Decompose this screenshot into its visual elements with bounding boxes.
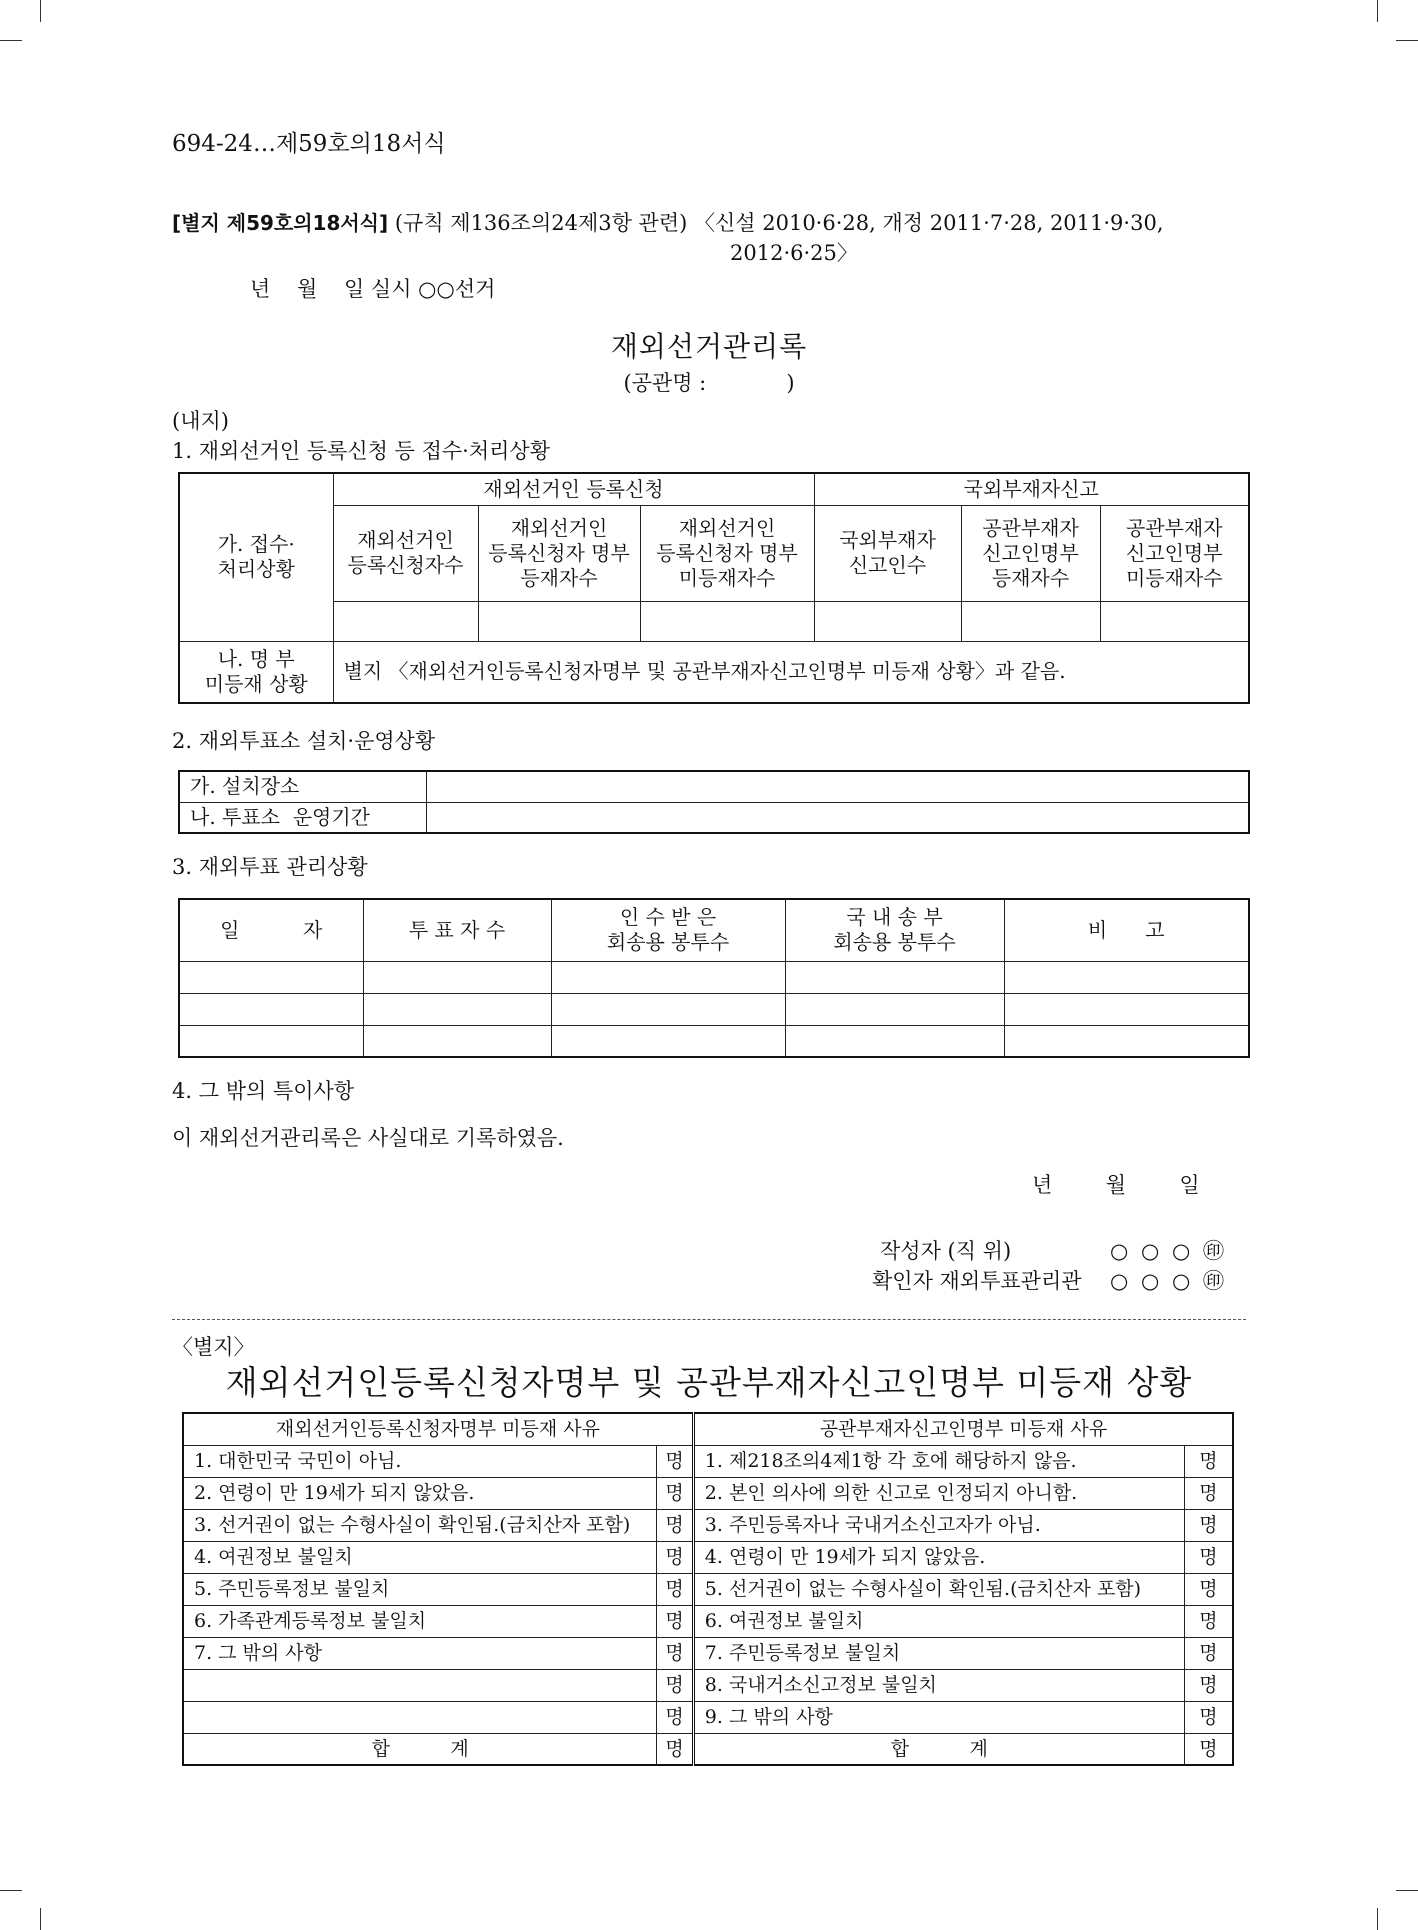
col-absentee-registered: 공관부재자 신고인명부 등재자수 <box>961 505 1100 601</box>
right-reason-item: 9. 그 밖의 사항 <box>693 1701 1184 1733</box>
right-reason-item: 4. 연령이 만 19세가 되지 않았음. <box>693 1541 1184 1573</box>
receipt-status-label: 가. 접수· 처리상황 <box>179 473 333 641</box>
operation-period-value[interactable] <box>426 802 1249 833</box>
operation-period-label: 나. 투표소 운영기간 <box>179 802 426 833</box>
inner-label: (내지) <box>172 409 229 433</box>
unit-label: 명 <box>657 1669 693 1701</box>
section3-heading: 3. 재외투표 관리상황 <box>172 855 368 879</box>
right-reason-item: 1. 제218조의4제1항 각 호에 해당하지 않음. <box>693 1445 1184 1477</box>
crop-mark <box>1377 0 1378 22</box>
right-reason-item: 3. 주민등록자나 국내거소신고자가 아님. <box>693 1509 1184 1541</box>
verifier-label: 확인자 재외투표관리관 <box>872 1269 1082 1293</box>
unit-label: 명 <box>657 1605 693 1637</box>
unit-label: 명 <box>657 1637 693 1669</box>
right-reason-item: 7. 주민등록정보 불일치 <box>693 1637 1184 1669</box>
left-reason-item: 2. 연령이 만 19세가 되지 않았음. <box>183 1477 657 1509</box>
unit-label: 명 <box>657 1733 693 1765</box>
crop-mark <box>40 1908 41 1930</box>
annex-title: 재외선거인등록신청자명부 및 공관부재자신고인명부 미등재 상황 <box>225 1363 1193 1402</box>
left-total-label: 합 계 <box>183 1733 657 1765</box>
right-reason-item: 6. 여권정보 불일치 <box>693 1605 1184 1637</box>
writer-label: 작성자 (직 위) <box>880 1239 1012 1263</box>
writer-signature: ○ ○ ○ ㊞ <box>1110 1239 1227 1263</box>
unit-label: 명 <box>1184 1701 1233 1733</box>
table-cell[interactable] <box>179 993 363 1025</box>
unit-label: 명 <box>1184 1477 1233 1509</box>
section2-heading: 2. 재외투표소 설치·운영상황 <box>172 729 436 753</box>
right-reasons-header: 공관부재자신고인명부 미등재 사유 <box>693 1413 1233 1445</box>
left-reason-item: 6. 가족관계등록정보 불일치 <box>183 1605 657 1637</box>
unit-label: 명 <box>657 1445 693 1477</box>
col-voters: 투 표 자 수 <box>363 899 551 961</box>
election-date-line: 년 월 일 실시 ○○선거 <box>250 277 496 301</box>
unit-label: 명 <box>657 1573 693 1605</box>
col-registered: 재외선거인 등록신청자 명부 등재자수 <box>478 505 640 601</box>
right-reason-item: 2. 본인 의사에 의한 신고로 인정되지 아니함. <box>693 1477 1184 1509</box>
form-legal-basis: (규칙 제136조의24제3항 관련) 〈신설 2010·6·28, 개정 2011·7·28, 2011·9·30, <box>394 211 1164 235</box>
crop-mark <box>40 0 41 22</box>
left-reason-item: 1. 대한민국 국민이 아님. <box>183 1445 657 1477</box>
unit-label: 명 <box>657 1701 693 1733</box>
table-cell[interactable] <box>551 961 785 993</box>
col-unregistered: 재외선거인 등록신청자 명부 미등재자수 <box>640 505 814 601</box>
install-location-value[interactable] <box>426 771 1249 802</box>
left-reason-item: 3. 선거권이 없는 수형사실이 확인됨.(금치산자 포함) <box>183 1509 657 1541</box>
table-cell[interactable] <box>551 1025 785 1057</box>
page-title: 재외선거관리록 <box>610 330 808 363</box>
unregistered-status-label: 나. 명 부 미등재 상황 <box>179 641 333 703</box>
section1-heading: 1. 재외선거인 등록신청 등 접수·처리상황 <box>172 439 550 463</box>
col-absentee-unregistered: 공관부재자 신고인명부 미등재자수 <box>1100 505 1249 601</box>
table-cell[interactable] <box>785 993 1004 1025</box>
annex-label: 〈별지〉 <box>172 1335 255 1359</box>
table-cell[interactable] <box>1004 993 1249 1025</box>
form-legal-basis-cont: 2012·6·25〉 <box>730 241 858 265</box>
registration-table <box>178 472 1250 704</box>
page-code: 694-24…제59호의18서식 <box>172 131 446 157</box>
value-cell[interactable] <box>640 601 814 641</box>
left-reasons-header: 재외선거인등록신청자명부 미등재 사유 <box>183 1413 693 1445</box>
unregistered-reasons-table <box>182 1412 1234 1766</box>
value-cell[interactable] <box>478 601 640 641</box>
table-cell[interactable] <box>785 961 1004 993</box>
unit-label: 명 <box>1184 1509 1233 1541</box>
crop-mark <box>0 40 22 41</box>
col-applicants: 재외선거인 등록신청자수 <box>333 505 478 601</box>
crop-mark <box>1396 1890 1418 1891</box>
col-sent-envelopes: 국 내 송 부 회송용 봉투수 <box>785 899 1004 961</box>
left-reason-item <box>183 1701 657 1733</box>
unit-label: 명 <box>1184 1637 1233 1669</box>
unit-label: 명 <box>657 1509 693 1541</box>
unit-label: 명 <box>1184 1605 1233 1637</box>
table-cell[interactable] <box>363 961 551 993</box>
right-total-label: 합 계 <box>693 1733 1184 1765</box>
table-cell[interactable] <box>363 1025 551 1057</box>
table-cell[interactable] <box>1004 1025 1249 1057</box>
right-reason-item: 8. 국내거소신고정보 불일치 <box>693 1669 1184 1701</box>
col-absentee-reporters: 국외부재자 신고인수 <box>814 505 961 601</box>
table-cell[interactable] <box>179 1025 363 1057</box>
unit-label: 명 <box>1184 1733 1233 1765</box>
table-cell[interactable] <box>1004 961 1249 993</box>
unit-label: 명 <box>1184 1541 1233 1573</box>
table-cell[interactable] <box>785 1025 1004 1057</box>
ballot-management-table <box>178 898 1250 1058</box>
col-remarks: 비 고 <box>1004 899 1249 961</box>
install-location-label: 가. 설치장소 <box>179 771 426 802</box>
value-cell[interactable] <box>814 601 961 641</box>
polling-station-table <box>178 770 1250 834</box>
right-reason-item: 5. 선거권이 없는 수형사실이 확인됨.(금치산자 포함) <box>693 1573 1184 1605</box>
mission-name-line: (공관명 : ) <box>623 371 795 395</box>
table-cell[interactable] <box>551 993 785 1025</box>
crop-mark <box>1377 1908 1378 1930</box>
overseas-registration-group: 재외선거인 등록신청 <box>333 473 814 505</box>
table-cell[interactable] <box>179 961 363 993</box>
absentee-report-group: 국외부재자신고 <box>814 473 1249 505</box>
table-cell[interactable] <box>363 993 551 1025</box>
unit-label: 명 <box>657 1477 693 1509</box>
crop-mark <box>0 1890 22 1891</box>
unit-label: 명 <box>1184 1573 1233 1605</box>
section4-heading: 4. 그 밖의 특이사항 <box>172 1079 355 1103</box>
value-cell[interactable] <box>333 601 478 641</box>
value-cell[interactable] <box>1100 601 1249 641</box>
left-reason-item <box>183 1669 657 1701</box>
left-reason-item: 5. 주민등록정보 불일치 <box>183 1573 657 1605</box>
value-cell[interactable] <box>961 601 1100 641</box>
verifier-signature: ○ ○ ○ ㊞ <box>1110 1269 1227 1293</box>
col-received-envelopes: 인 수 받 은 회송용 봉투수 <box>551 899 785 961</box>
unit-label: 명 <box>1184 1669 1233 1701</box>
unregistered-status-text: 별지 〈재외선거인등록신청자명부 및 공관부재자신고인명부 미등재 상황〉과 같음. <box>333 641 1249 703</box>
left-reason-item: 7. 그 밖의 사항 <box>183 1637 657 1669</box>
signature-date: 년 월 일 <box>1032 1173 1200 1197</box>
form-number: [별지 제59호의18서식] <box>172 211 389 235</box>
col-date: 일 자 <box>179 899 363 961</box>
form-reference <box>172 210 1164 236</box>
unit-label: 명 <box>1184 1445 1233 1477</box>
left-reason-item: 4. 여권정보 불일치 <box>183 1541 657 1573</box>
certification-statement: 이 재외선거관리록은 사실대로 기록하였음. <box>172 1126 564 1150</box>
unit-label: 명 <box>657 1541 693 1573</box>
cut-line <box>172 1319 1246 1320</box>
crop-mark <box>1396 40 1418 41</box>
